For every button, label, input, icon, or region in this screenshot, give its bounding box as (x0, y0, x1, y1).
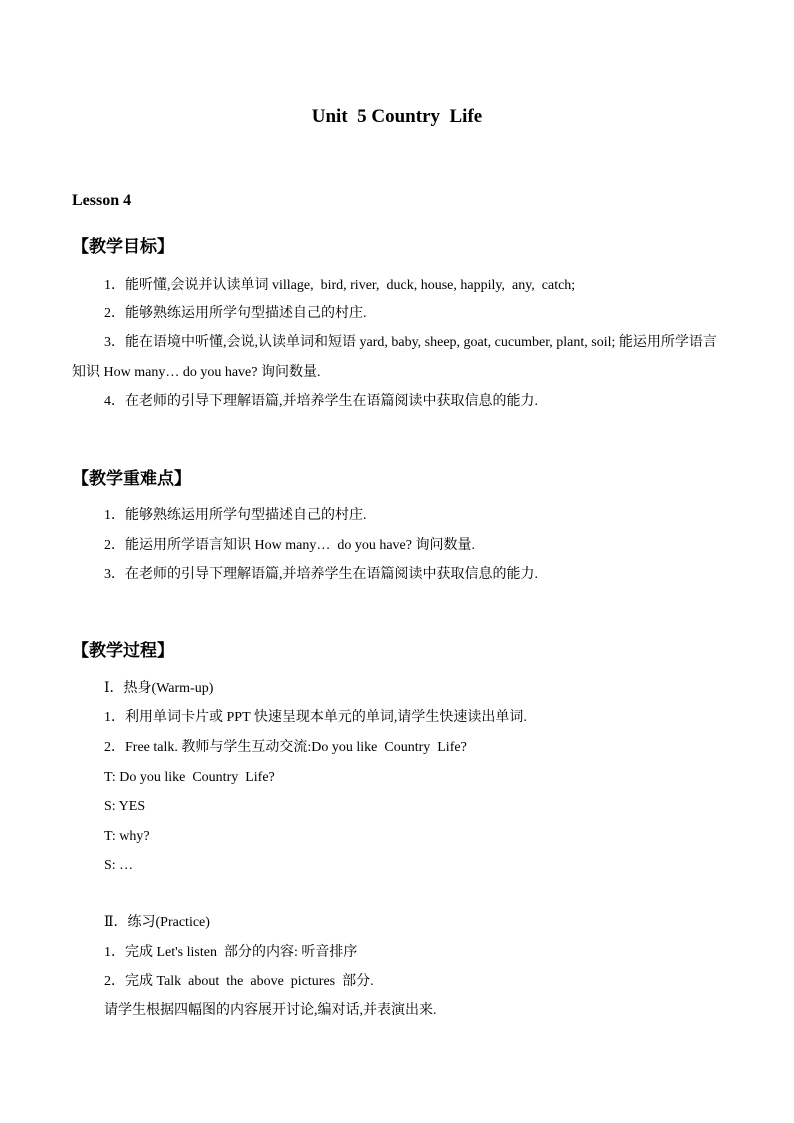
warmup-item-1: 1．利用单词卡片或 PPT 快速呈现本单元的单词,请学生快速读出单词. (104, 710, 527, 725)
warmup-item-2: 2．Free talk. 教师与学生互动交流:Do you like Country Life? (104, 740, 467, 755)
document-title: Unit 5 Country Life (311, 106, 483, 127)
key-points-heading: 【教学重难点】 (72, 469, 191, 489)
practice-instruction: 请学生根据四幅图的内容展开讨论,编对话,并表演出来. (104, 1003, 437, 1018)
objective-item-4: 4．在老师的引导下理解语篇,并培养学生在语篇阅读中获取信息的能力. (104, 394, 538, 409)
objective-item-2: 2．能够熟练运用所学句型描述自己的村庄. (104, 306, 367, 321)
objectives-heading: 【教学目标】 (72, 237, 174, 257)
process-heading: 【教学过程】 (72, 641, 174, 661)
key-point-item-3: 3．在老师的引导下理解语篇,并培养学生在语篇阅读中获取信息的能力. (104, 567, 538, 582)
key-point-item-2: 2．能运用所学语言知识 How many… do you have? 询问数量. (104, 538, 475, 553)
key-point-item-1: 1．能够熟练运用所学句型描述自己的村庄. (104, 508, 367, 523)
dialogue-line-3: T: why? (104, 829, 150, 844)
objective-item-3: 3．能在语境中听懂,会说,认读单词和短语 yard, baby, sheep, goat, cucumber, plant, soil; 能运用所学语言知识 How many… do you have? 询问数量. (72, 335, 717, 380)
practice-title: Ⅱ．练习(Practice) (104, 915, 210, 930)
dialogue-line-4: S: … (104, 858, 134, 873)
dialogue-line-1: T: Do you like Country Life? (104, 770, 275, 785)
dialogue-line-2: S: YES (104, 799, 146, 814)
practice-item-1: 1．完成 Let's listen 部分的内容: 听音排序 (104, 945, 358, 960)
lesson-label: Lesson 4 (72, 192, 132, 209)
warmup-title: Ⅰ．热身(Warm-up) (104, 681, 214, 696)
practice-item-2: 2．完成 Talk about the above pictures 部分. (104, 974, 374, 989)
objective-item-1: 1．能听懂,会说并认读单词 village, bird, river, duck, house, happily, any, catch; (104, 278, 576, 293)
